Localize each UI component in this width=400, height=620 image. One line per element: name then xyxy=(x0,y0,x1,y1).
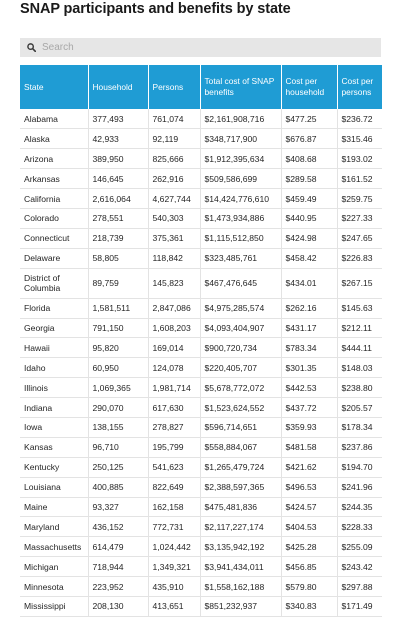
table-header-row xyxy=(20,65,382,109)
cell-cost-per-household: $408.68 xyxy=(281,149,337,169)
cell-household: 95,820 xyxy=(88,338,148,358)
cell-household: 208,130 xyxy=(88,596,148,616)
cell-state: Kentucky xyxy=(20,457,88,477)
column-header-cost-per-person[interactable]: Cost per persons xyxy=(337,65,382,109)
table-row xyxy=(20,318,382,338)
cell-household: 791,150 xyxy=(88,318,148,338)
cell-household: 93,327 xyxy=(88,497,148,517)
column-header-household[interactable]: Household xyxy=(88,65,148,109)
cell-persons: 822,649 xyxy=(148,477,200,497)
cell-cost-per-household: $421.62 xyxy=(281,457,337,477)
table-row xyxy=(20,497,382,517)
cell-total-cost: $1,473,934,886 xyxy=(200,208,281,228)
cell-cost-per-person: $145.63 xyxy=(337,298,382,318)
cell-state: Maine xyxy=(20,497,88,517)
cell-total-cost: $4,975,285,574 xyxy=(200,298,281,318)
cell-persons: 772,731 xyxy=(148,517,200,537)
cell-cost-per-person: $259.75 xyxy=(337,189,382,209)
cell-cost-per-person: $237.86 xyxy=(337,437,382,457)
cell-cost-per-household: $442.53 xyxy=(281,378,337,398)
cell-state: District of Columbia xyxy=(20,268,88,298)
table-row xyxy=(20,398,382,418)
cell-cost-per-person: $297.88 xyxy=(337,577,382,597)
cell-total-cost: $3,135,942,192 xyxy=(200,537,281,557)
cell-persons: 761,074 xyxy=(148,109,200,129)
cell-household: 290,070 xyxy=(88,398,148,418)
cell-total-cost: $2,161,908,716 xyxy=(200,109,281,129)
cell-persons: 195,799 xyxy=(148,437,200,457)
cell-cost-per-household: $579.80 xyxy=(281,577,337,597)
cell-state: Minnesota xyxy=(20,577,88,597)
table-row xyxy=(20,268,382,298)
table-row xyxy=(20,248,382,268)
column-header-cost-per-household[interactable]: Cost per household xyxy=(281,65,337,109)
cell-cost-per-person: $444.11 xyxy=(337,338,382,358)
cell-cost-per-household: $424.98 xyxy=(281,228,337,248)
cell-cost-per-household: $676.87 xyxy=(281,129,337,149)
cell-cost-per-household: $459.49 xyxy=(281,189,337,209)
cell-persons: 375,361 xyxy=(148,228,200,248)
cell-household: 389,950 xyxy=(88,149,148,169)
cell-cost-per-household: $425.28 xyxy=(281,537,337,557)
cell-household: 377,493 xyxy=(88,109,148,129)
cell-cost-per-person: $267.15 xyxy=(337,268,382,298)
cell-state: Idaho xyxy=(20,358,88,378)
cell-state: Florida xyxy=(20,298,88,318)
column-header-state[interactable]: State xyxy=(20,65,88,109)
table-row xyxy=(20,358,382,378)
table-row xyxy=(20,338,382,358)
table-row xyxy=(20,477,382,497)
cell-household: 96,710 xyxy=(88,437,148,457)
page-title: SNAP participants and benefits by state xyxy=(20,1,291,17)
cell-state: Michigan xyxy=(20,557,88,577)
cell-cost-per-household: $340.83 xyxy=(281,596,337,616)
table-row xyxy=(20,228,382,248)
cell-persons: 1,349,321 xyxy=(148,557,200,577)
cell-state: Louisiana xyxy=(20,477,88,497)
cell-cost-per-person: $194.70 xyxy=(337,457,382,477)
cell-total-cost: $4,093,404,907 xyxy=(200,318,281,338)
cell-state: Georgia xyxy=(20,318,88,338)
cell-household: 146,645 xyxy=(88,169,148,189)
cell-cost-per-person: $171.49 xyxy=(337,596,382,616)
cell-total-cost: $475,481,836 xyxy=(200,497,281,517)
cell-cost-per-household: $359.93 xyxy=(281,417,337,437)
cell-cost-per-person: $227.33 xyxy=(337,208,382,228)
cell-cost-per-household: $431.17 xyxy=(281,318,337,338)
cell-household: 250,125 xyxy=(88,457,148,477)
cell-cost-per-person: $255.09 xyxy=(337,537,382,557)
cell-persons: 540,303 xyxy=(148,208,200,228)
cell-household: 138,155 xyxy=(88,417,148,437)
cell-total-cost: $851,232,937 xyxy=(200,596,281,616)
cell-state: Alaska xyxy=(20,129,88,149)
table-row xyxy=(20,208,382,228)
cell-cost-per-person: $226.83 xyxy=(337,248,382,268)
cell-persons: 162,158 xyxy=(148,497,200,517)
table-row xyxy=(20,169,382,189)
cell-persons: 118,842 xyxy=(148,248,200,268)
cell-total-cost: $1,523,624,552 xyxy=(200,398,281,418)
search-icon xyxy=(27,43,36,52)
cell-household: 614,479 xyxy=(88,537,148,557)
cell-total-cost: $900,720,734 xyxy=(200,338,281,358)
cell-cost-per-person: $178.34 xyxy=(337,417,382,437)
cell-household: 718,944 xyxy=(88,557,148,577)
search-input[interactable]: Search xyxy=(42,42,74,53)
cell-state: Arkansas xyxy=(20,169,88,189)
cell-state: Mississippi xyxy=(20,596,88,616)
table-row xyxy=(20,577,382,597)
cell-cost-per-person: $238.80 xyxy=(337,378,382,398)
cell-persons: 617,630 xyxy=(148,398,200,418)
cell-cost-per-person: $247.65 xyxy=(337,228,382,248)
cell-household: 400,885 xyxy=(88,477,148,497)
cell-total-cost: $509,586,699 xyxy=(200,169,281,189)
cell-state: Arizona xyxy=(20,149,88,169)
cell-state: Connecticut xyxy=(20,228,88,248)
cell-persons: 1,608,203 xyxy=(148,318,200,338)
cell-cost-per-household: $458.42 xyxy=(281,248,337,268)
cell-persons: 2,847,086 xyxy=(148,298,200,318)
cell-state: Iowa xyxy=(20,417,88,437)
table-row xyxy=(20,437,382,457)
cell-persons: 435,910 xyxy=(148,577,200,597)
column-header-total-cost[interactable]: Total cost of SNAP benefits xyxy=(200,65,281,109)
cell-total-cost: $558,884,067 xyxy=(200,437,281,457)
table-row xyxy=(20,109,382,129)
table-row xyxy=(20,457,382,477)
table-row xyxy=(20,129,382,149)
table-row xyxy=(20,378,382,398)
snap-table xyxy=(20,65,382,617)
cell-cost-per-person: $193.02 xyxy=(337,149,382,169)
cell-persons: 262,916 xyxy=(148,169,200,189)
cell-persons: 92,119 xyxy=(148,129,200,149)
cell-total-cost: $323,485,761 xyxy=(200,248,281,268)
cell-total-cost: $2,117,227,174 xyxy=(200,517,281,537)
cell-household: 223,952 xyxy=(88,577,148,597)
cell-persons: 124,078 xyxy=(148,358,200,378)
cell-household: 42,933 xyxy=(88,129,148,149)
cell-total-cost: $3,941,434,011 xyxy=(200,557,281,577)
cell-persons: 1,981,714 xyxy=(148,378,200,398)
cell-household: 58,805 xyxy=(88,248,148,268)
cell-cost-per-household: $783.34 xyxy=(281,338,337,358)
cell-state: Illinois xyxy=(20,378,88,398)
cell-cost-per-household: $404.53 xyxy=(281,517,337,537)
table-row xyxy=(20,596,382,616)
cell-persons: 278,827 xyxy=(148,417,200,437)
cell-cost-per-household: $289.58 xyxy=(281,169,337,189)
cell-persons: 541,623 xyxy=(148,457,200,477)
cell-cost-per-person: $161.52 xyxy=(337,169,382,189)
table-row xyxy=(20,189,382,209)
cell-household: 2,616,064 xyxy=(88,189,148,209)
cell-cost-per-household: $437.72 xyxy=(281,398,337,418)
cell-total-cost: $467,476,645 xyxy=(200,268,281,298)
cell-cost-per-person: $315.46 xyxy=(337,129,382,149)
cell-persons: 4,627,744 xyxy=(148,189,200,209)
cell-persons: 169,014 xyxy=(148,338,200,358)
cell-persons: 145,823 xyxy=(148,268,200,298)
cell-state: Indiana xyxy=(20,398,88,418)
cell-cost-per-person: $205.57 xyxy=(337,398,382,418)
cell-state: Delaware xyxy=(20,248,88,268)
cell-total-cost: $596,714,651 xyxy=(200,417,281,437)
cell-cost-per-person: $148.03 xyxy=(337,358,382,378)
cell-cost-per-household: $481.58 xyxy=(281,437,337,457)
cell-cost-per-person: $236.72 xyxy=(337,109,382,129)
cell-household: 60,950 xyxy=(88,358,148,378)
cell-state: California xyxy=(20,189,88,209)
table-row xyxy=(20,537,382,557)
cell-total-cost: $5,678,772,072 xyxy=(200,378,281,398)
table-row xyxy=(20,298,382,318)
cell-state: Colorado xyxy=(20,208,88,228)
cell-household: 89,759 xyxy=(88,268,148,298)
cell-household: 1,581,511 xyxy=(88,298,148,318)
cell-persons: 1,024,442 xyxy=(148,537,200,557)
cell-cost-per-household: $434.01 xyxy=(281,268,337,298)
cell-persons: 825,666 xyxy=(148,149,200,169)
cell-total-cost: $348,717,900 xyxy=(200,129,281,149)
cell-cost-per-household: $496.53 xyxy=(281,477,337,497)
table-row xyxy=(20,417,382,437)
cell-cost-per-person: $244.35 xyxy=(337,497,382,517)
cell-persons: 413,651 xyxy=(148,596,200,616)
cell-total-cost: $1,115,512,850 xyxy=(200,228,281,248)
table-row xyxy=(20,557,382,577)
cell-cost-per-household: $424.57 xyxy=(281,497,337,517)
cell-state: Alabama xyxy=(20,109,88,129)
cell-total-cost: $2,388,597,365 xyxy=(200,477,281,497)
cell-cost-per-household: $440.95 xyxy=(281,208,337,228)
cell-cost-per-household: $456.85 xyxy=(281,557,337,577)
cell-state: Kansas xyxy=(20,437,88,457)
column-header-persons[interactable]: Persons xyxy=(148,65,200,109)
table-row xyxy=(20,517,382,537)
cell-state: Hawaii xyxy=(20,338,88,358)
cell-cost-per-person: $241.96 xyxy=(337,477,382,497)
cell-total-cost: $1,912,395,634 xyxy=(200,149,281,169)
cell-cost-per-person: $243.42 xyxy=(337,557,382,577)
search-bar[interactable] xyxy=(20,38,381,57)
cell-household: 278,551 xyxy=(88,208,148,228)
cell-total-cost: $14,424,776,610 xyxy=(200,189,281,209)
cell-total-cost: $1,558,162,188 xyxy=(200,577,281,597)
cell-cost-per-person: $212.11 xyxy=(337,318,382,338)
cell-cost-per-household: $477.25 xyxy=(281,109,337,129)
cell-cost-per-person: $228.33 xyxy=(337,517,382,537)
cell-household: 218,739 xyxy=(88,228,148,248)
cell-state: Maryland xyxy=(20,517,88,537)
cell-total-cost: $1,265,479,724 xyxy=(200,457,281,477)
cell-state: Massachusetts xyxy=(20,537,88,557)
cell-cost-per-household: $301.35 xyxy=(281,358,337,378)
cell-cost-per-household: $262.16 xyxy=(281,298,337,318)
cell-household: 436,152 xyxy=(88,517,148,537)
cell-household: 1,069,365 xyxy=(88,378,148,398)
cell-total-cost: $220,405,707 xyxy=(200,358,281,378)
table-row xyxy=(20,149,382,169)
